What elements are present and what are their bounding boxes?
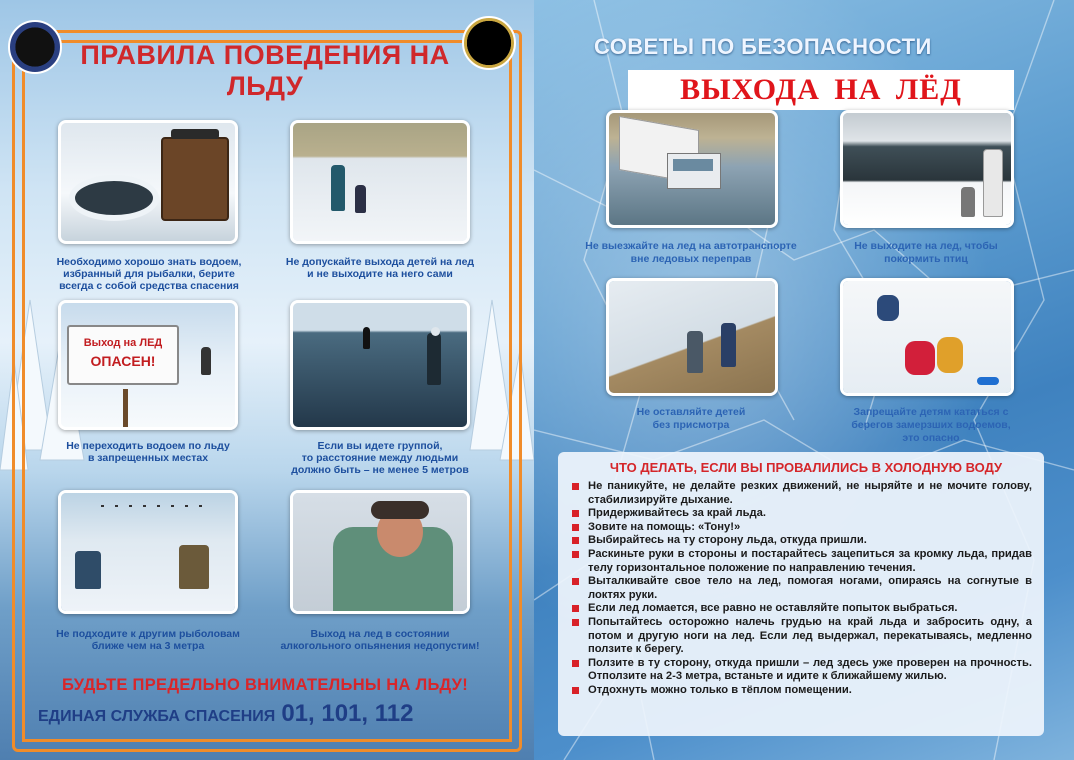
list-item: Отдохнуть можно только в тёплом помещении. [572,684,1032,698]
bullet-icon [572,551,579,558]
photo-feeding-birds [840,110,1014,228]
caption-photo-6: Выход на лед в состоянии алкогольного опьянения недопустим! [280,628,480,652]
caption-right-photo-3: Не оставляйте детей без присмотра [636,406,746,431]
photo-kids-sledding [840,278,1014,396]
photo-truck-through-ice [606,110,778,228]
right-title: СОВЕТЫ ПО БЕЗОПАСНОСТИ [594,34,932,59]
rescue-phone-numbers: 01, 101, 112 [281,700,414,727]
rescue-emblem-icon [462,16,516,70]
warning-slogan: БУДЬТЕ ПРЕДЕЛЬНО ВНИМАТЕЛЬНЫ НА ЛЬДУ! [61,676,469,694]
instructions-list [572,480,1032,698]
list-item: Выталкивайте свое тело на лед, помогая ногами, опираясь на согнутые в локтях руки. [572,575,1032,602]
bullet-icon [572,578,579,585]
caption-photo-5: Не подходите к другим рыболовам ближе чем на 3 метра [56,628,240,652]
page-title: ПРАВИЛА ПОВЕДЕНИЯ НА ЛЬДУ [80,40,450,101]
warning-sign: Выход на ЛЕД ОПАСЕН! [67,325,179,385]
instructions-panel [558,452,1044,736]
bullet-icon [572,483,579,490]
photo-group-walking [290,300,470,430]
bullet-icon [572,660,579,667]
list-item: Если лед ломается, все равно не оставляйте попыток выбраться. [572,602,1032,616]
caption-photo-3: Не переходить водоем по льду в запрещенных местах [66,440,230,464]
list-item: Придерживайтесь за край льда. [572,507,1032,521]
list-item: Выбирайтесь на ту сторону льда, откуда пришли. [572,534,1032,548]
bullet-icon [572,619,579,626]
photo-fishing-gear [58,120,238,244]
list-item: Попытайтесь осторожно налечь грудью на край льда и забросить одну, а потом и другую ноги на лед. Если лед выдержал, перекатываясь, медленно ползите к берегу. [572,616,1032,657]
mchs-emblem-icon [8,20,62,74]
right-subtitle: ВЫХОДА НА ЛЁД [628,70,1014,110]
caption-right-photo-1: Не выезжайте на лед на автотранспорте вне ледовых переправ [585,240,797,265]
photo-child-on-ice [290,120,470,244]
bullet-icon [572,537,579,544]
rescue-service-label: ЕДИНАЯ СЛУЖБА СПАСЕНИЯ [38,708,276,725]
photo-fishermen [58,490,238,614]
photo-warning-sign [58,300,238,430]
list-item: Не паникуйте, не делайте резких движений, не ныряйте и не мочите голову, стабилизируйте дыхание. [572,480,1032,507]
list-item: Ползите в ту сторону, откуда пришли – лед здесь уже проверен на прочность. Отползите на 2-3 метра, встаньте и идите к ближайшему жилью. [572,657,1032,684]
caption-right-photo-2: Не выходите на лед, чтобы покормить птиц [854,240,998,265]
caption-photo-2: Не допускайте выхода детей на лед и не выходите на него сами [285,256,475,280]
photo-man-in-ice-hole [290,490,470,614]
photo-unattended-children [606,278,778,396]
caption-right-photo-4: Запрещайте детям кататься с берегов замерзших водоемов, это опасно [851,406,1011,444]
bullet-icon [572,605,579,612]
list-item: Раскиньте руки в стороны и постарайтесь зацепиться за кромку льда, придав телу горизонтальное положение по направлению течения. [572,548,1032,575]
right-poster [534,0,1074,760]
list-item: Зовите на помощь: «Тону!» [572,521,1032,535]
bullet-icon [572,524,579,531]
rescue-service-line [38,700,498,728]
caption-photo-4: Если вы идете группой, то расстояние между людьми должно быть – не менее 5 метров [291,440,469,476]
instructions-title: ЧТО ДЕЛАТЬ, ЕСЛИ ВЫ ПРОВАЛИЛИСЬ В ХОЛОДНУЮ ВОДУ [609,460,1003,475]
left-poster [0,0,534,760]
bullet-icon [572,510,579,517]
caption-photo-1: Необходимо хорошо знать водоем, избранный для рыбалки, берите всегда с собой средства спасения [56,256,242,292]
bullet-icon [572,687,579,694]
